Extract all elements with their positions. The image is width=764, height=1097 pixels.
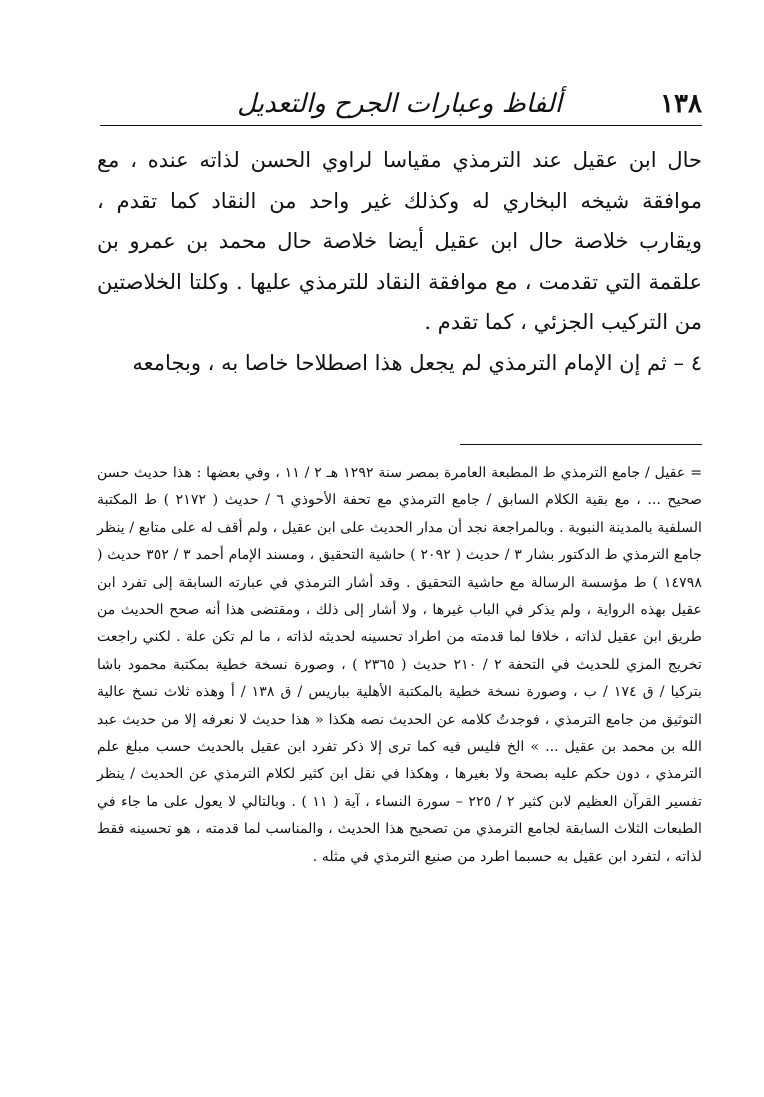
main-text bbox=[97, 140, 702, 383]
page-number: ١٣٨ bbox=[660, 89, 702, 119]
footnote bbox=[97, 460, 702, 871]
running-title: ألفاظ وعبارات الجرح والتعديل bbox=[237, 89, 562, 119]
page-header bbox=[100, 84, 702, 124]
footnote-divider bbox=[460, 444, 702, 445]
footnote-text: = عقيل / جامع الترمذي ط المطبعة العامرة بمصر سنة ١٢٩٢ هـ ٢ / ١١ ، وفي بعضها : هذا حديث حسن صحيح ... ، مع بقية الكلام السابق / جامع الترمذي مع تحفة الأحوذي ٦ / حديث ( ٢١٧٢ ) ط المكتبة السلفية بالمدينة النبوية . وبالمراجعة نجد أن مدار الحديث على ابن عقيل ، ولم أقف له على متابع / ينظر جامع الترمذي ط الدكتور بشار ٣ / حديث ( ٢٠٩٢ ) حاشية التحقيق ، ومسند الإمام أحمد ٣ / ٣٥٢ حديث ( ١٤٧٩٨ ) ط مؤسسة الرسالة مع حاشية التحقيق . وقد أشار الترمذي في عبارته السابقة إلى تفرد ابن عقيل بهذه الرواية ، ولم يذكر في الباب غيرها ، ولا أشار إلى ذلك ، ومقتضى هذا أنه صحح الحديث من طريق ابن عقيل لذاته ، خلافا لما قدمته من اطراد تحسينه لحديثه لذاته ، ما لم تكن علة . لكني راجعت تخريج المزي للحديث في التحفة ٢ / ٢١٠ حديث ( ٢٣٦٥ ) ، وصورة نسخة خطية بمكتبة محمود باشا بتركيا / ق ١٧٤ / ب ، وصورة نسخة خطية بالمكتبة الأهلية بباريس / ق ١٣٨ / أ وهذه ثلاث نسخ عالية التوثيق من جامع الترمذي ، فوجدتُ كلامه عن الحديث نصه هكذا « هذا حديث لا نعرفه إلا من حديث عبد الله بن محمد بن عقيل ... » الخ فليس فيه كما ترى إلا ذكر تفرد ابن عقيل بالحديث حسب مبلغ علم الترمذي ، دون حكم عليه بصحة ولا بغيرها ، وهكذا في نقل ابن كثير لكلام الترمذي عن الحديث / ينظر تفسير القرآن العظيم لابن كثير ٢ / ٢٢٥ – سورة النساء ، آية ( ١١ ) . وبالتالي لا يعول على ما جاء في الطبعات الثلاث السابقة لجامع الترمذي من تصحيح هذا الحديث ، والمناسب لما قدمته ، هو تحسينه فقط لذاته ، لتفرد ابن عقيل به حسبما اطرد من صنيع الترمذي في مثله . bbox=[97, 465, 703, 865]
header-divider bbox=[100, 125, 702, 126]
body-paragraph: حال ابن عقيل عند الترمذي مقياسا لراوي الحسن لذاته عنده ، مع موافقة شيخه البخاري له وكذلك غير واحد من النقاد كما تقدم ، ويقارب خلاصة حال ابن عقيل أيضا خلاصة حال محمد بن عمرو بن علقمة التي تقدمت ، مع موافقة النقاد للترمذي عليها . وكلتا الخلاصتين من التركيب الجزئي ، كما تقدم . bbox=[97, 148, 702, 334]
body-paragraph-numbered: ٤ – ثم إن الإمام الترمذي لم يجعل هذا اصطلاحا خاصا به ، وبجامعه bbox=[132, 350, 702, 375]
